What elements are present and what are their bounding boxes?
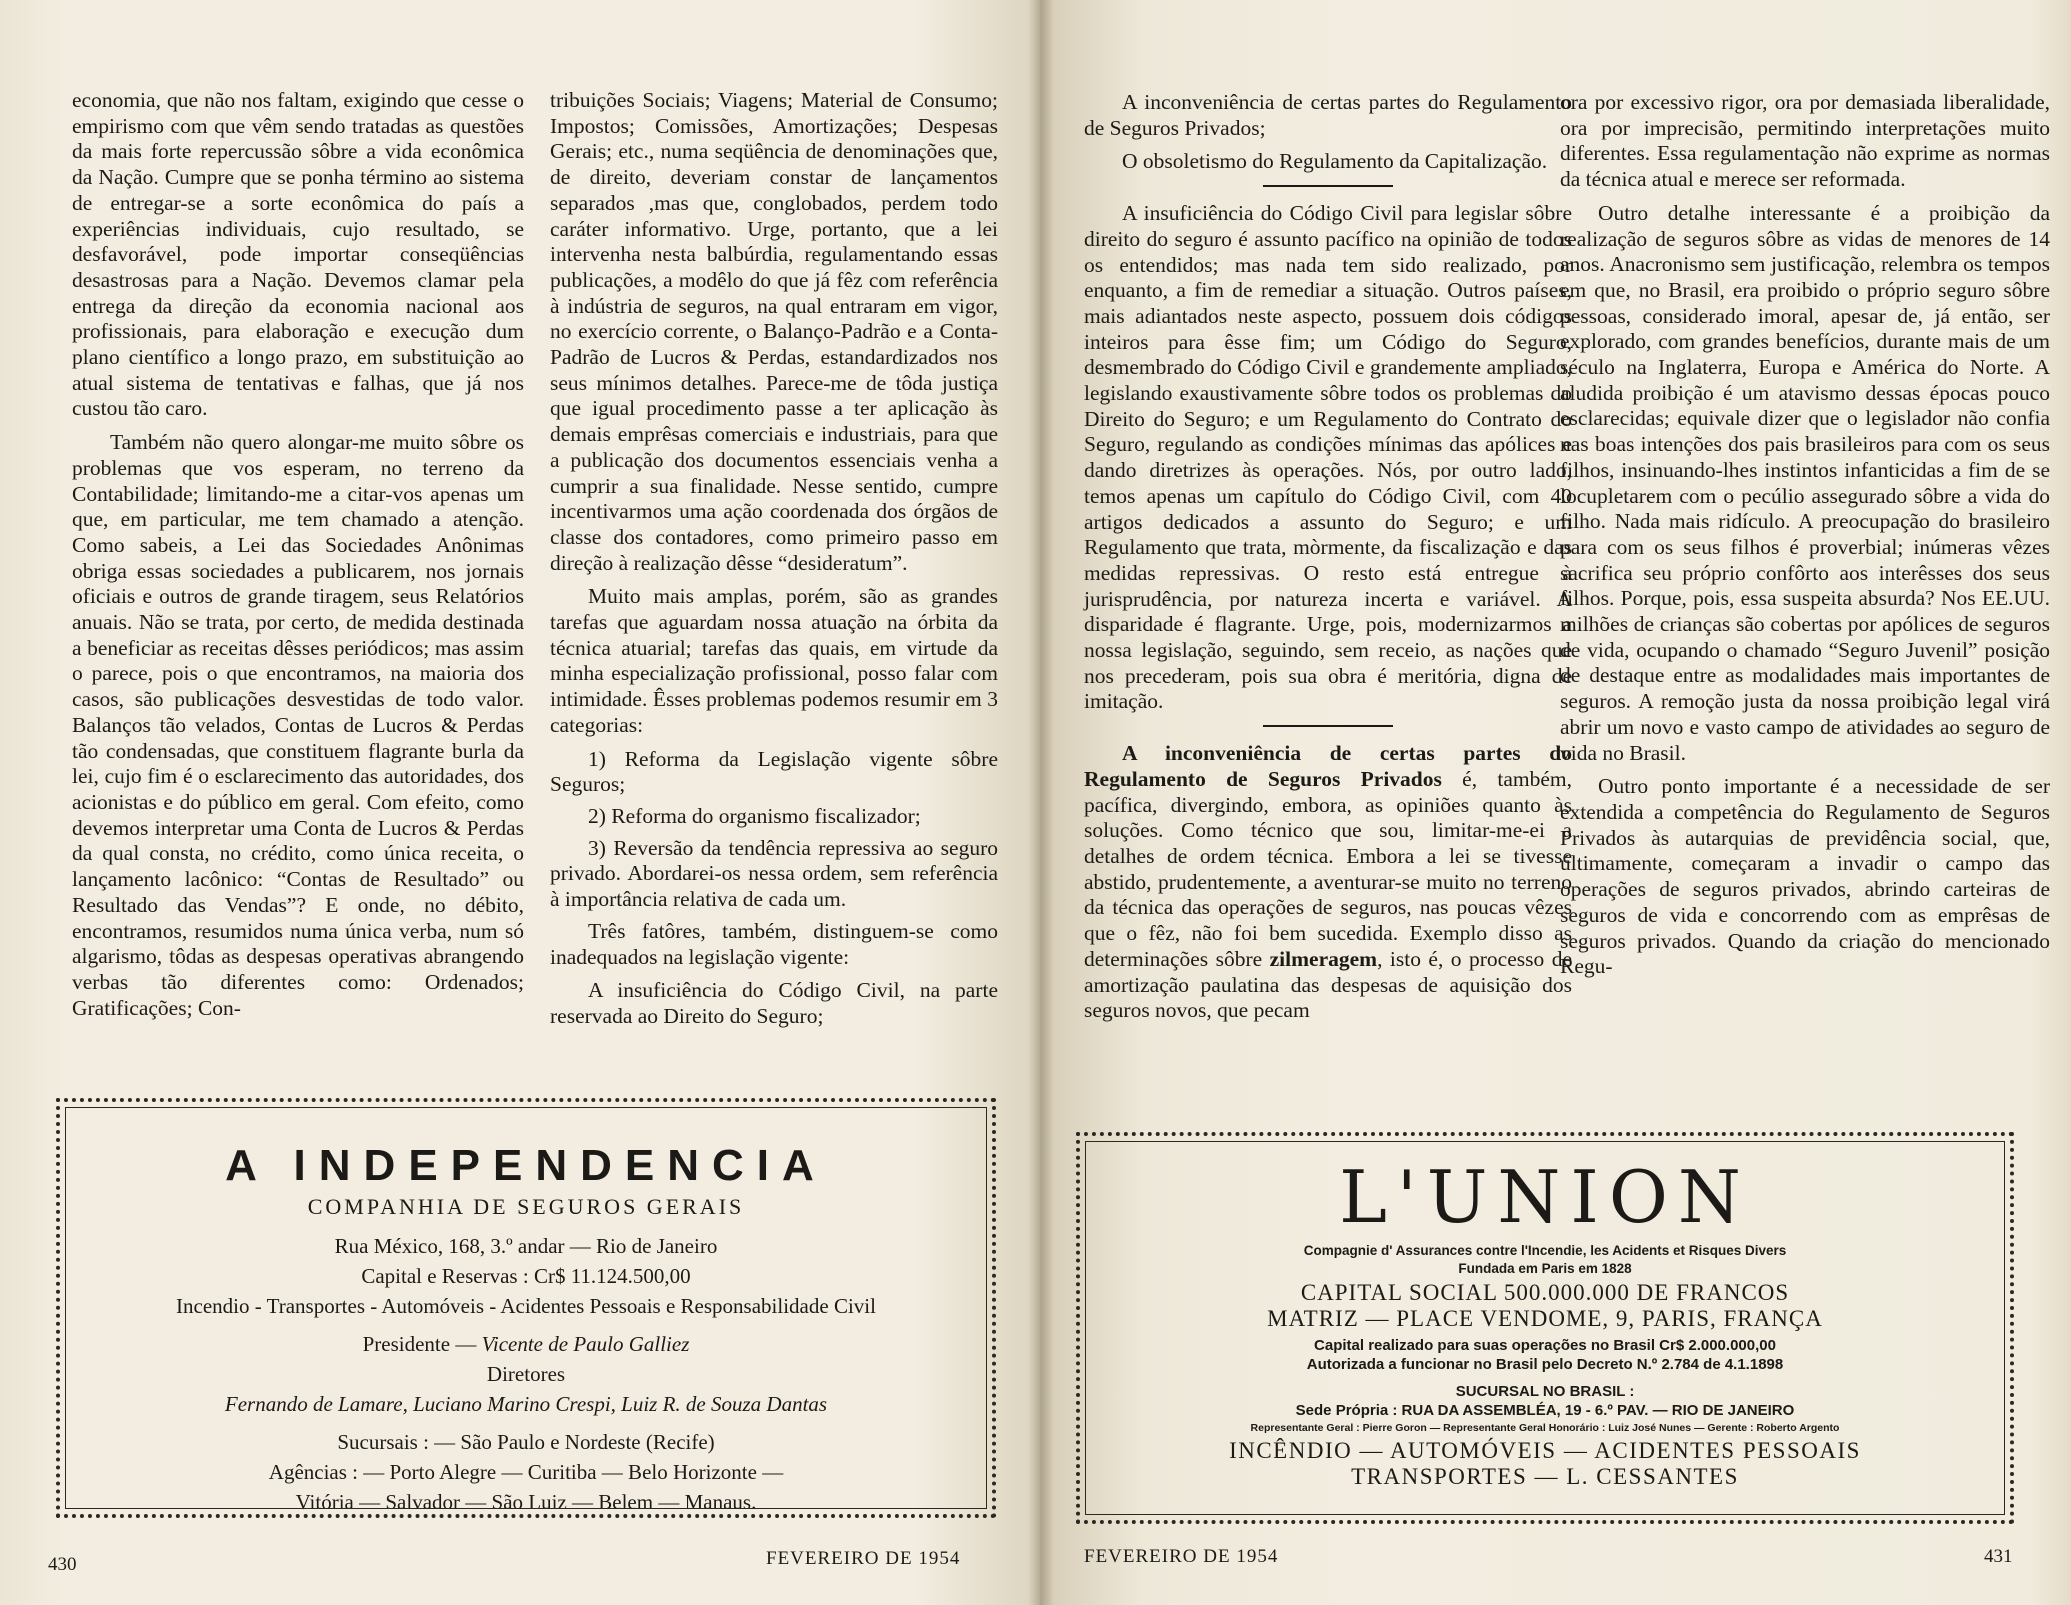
headquarters: MATRIZ — PLACE VENDOME, 9, PARIS, FRANÇA bbox=[1267, 1306, 1823, 1331]
company-tagline: Compagnie d' Assurances contre l'Incendie, les Acidents et Risques Divers bbox=[1303, 1243, 1787, 1258]
advertisement-l-union bbox=[1076, 1132, 2014, 1524]
issue-date: FEVEREIRO DE 1954 bbox=[766, 1548, 961, 1569]
issue-date: FEVEREIRO DE 1954 bbox=[1084, 1546, 1279, 1567]
directors-names: Fernando de Lamare, Luciano Marino Crespi, Luiz R. de Souza Dantas bbox=[224, 1392, 828, 1416]
insurance-lines-2: TRANSPORTES — L. CESSANTES bbox=[1351, 1464, 1739, 1489]
left-column-1 bbox=[72, 88, 524, 1029]
paragraph: A insuficiência do Código Civil, na parte reservada ao Direito do Seguro; bbox=[550, 978, 998, 1028]
insurance-lines-1: INCÊNDIO — AUTOMÓVEIS — ACIDENTES PESSOAIS bbox=[1229, 1438, 1861, 1463]
paragraph: Outro detalhe interessante é a proibição da realização de seguros sôbre as vidas de menores de 14 anos. Anacronismo sem justificação, relembra os tempos em que, no Brasil, era proibido o próprio seguro sôbre pessoas, considerado imoral, apesar de, já então, ser explorado, com grandes benefícios, durante mais de um século na Inglaterra, Europa e América do Norte. A aludida proibição é um atavismo dessas épocas pouco esclarecidas; equivale dizer que o legislador não confia nas boas intenções dos pais brasileiros para com os seus filhos, insinuando-lhes instintos infanticidas a fim de se locupletarem com o pecúlio assegurado sôbre a vida do filho. Nada mais ridículo. A preocupação do brasileiro para com os seus filhos é proverbial; inúmeras vêzes sacrifica seu próprio confôrto aos interêsses dos seus filhos. Porque, pois, essa suspeita absurda? Nos EE.UU. milhões de crianças são cobertas por apólices de seguros de vida, ocupando o chamado “Seguro Juvenil” posição de destaque entre as modalidades mais importantes de seguros. A remoção justa da nossa proibição legal virá abrir um novo e vasto campo de atividades ao seguro de vida no Brasil. bbox=[1560, 200, 2050, 765]
insurance-lines: Incendio - Transportes - Automóveis - Acidentes Pessoais e Responsabilidade Civil bbox=[176, 1294, 876, 1318]
paragraph: A insuficiência do Código Civil para legislar sôbre direito do seguro é assunto pacífico na opinião de todos os entendidos; mas nada tem sido realizado, por enquanto, a fim de remediar a situação. Outros países, mais adiantados neste aspecto, possuem dois códigos inteiros para êsse fim; um Código do Seguro, desmembrado do Código Civil e grandemente ampliado, legislando exaustivamente sôbre todos os problemas do Direito do Seguro; e um Regulamento do Contrato do Seguro, regulando as condições mínimas das apólices e dando diretrizes às operações. Nós, por outro lado, temos apenas um capítulo do Código Civil, com 40 artigos dedicados a assunto do Seguro; e um Regulamento que trata, mòrmente, da fiscalização e das medidas repressivas. O resto está entregue à jurisprudência, por natureza incerta e variável. A disparidade é flagrante. Urge, pois, modernizarmos a nossa legislação, seguindo, sem receio, as nações que nos precederam, pois sua obra é meritória, digna de imitação. bbox=[1084, 201, 1572, 714]
right-column-1 bbox=[1084, 90, 1572, 1032]
paragraph: A inconveniência de certas partes do Regulamento de Seguros Privados; bbox=[1084, 90, 1572, 140]
president-label: Presidente — bbox=[362, 1332, 477, 1356]
paragraph: O obsoletismo do Regulamento da Capitalização. bbox=[1122, 149, 1548, 174]
company-name: L'UNION bbox=[1339, 1155, 1751, 1239]
branches: Sucursais : — São Paulo e Nordeste (Recife) bbox=[337, 1430, 715, 1454]
paragraph-text: , isto é, o processo de amortização paulatina das despesas de aquisição dos seguros novos, que pecam bbox=[1084, 946, 1572, 1023]
right-column-2 bbox=[1560, 90, 2050, 988]
left-column-2 bbox=[550, 88, 998, 1038]
section-divider bbox=[1263, 185, 1393, 187]
decree: Autorizada a funcionar no Brasil pelo Decreto N.º 2.784 de 4.1.1898 bbox=[1306, 1356, 1784, 1373]
paragraph: economia, que não nos faltam, exigindo que cesse o empirismo com que vêm sendo tratadas as questões da mais forte repercussão sôbre a vida econômica da Nação. Cumpre que se ponha término ao sistema de entregar-se a sorte econômica do país a experiências individuais, cujo resultado, se desfavorável, pode importar conseqüências desastrosas para a Nação. Devemos clamar pela entrega da direção da economia nacional aos profissionais, para elaboração e execução dum plano científico a longo prazo, em substituição ao atual sistema de tentativas e falhas, que já nos custou tão caro. bbox=[72, 88, 524, 421]
representatives: Representante Geral : Pierre Goron — Representante Geral Honorário : Luiz José Nunes — Gerente : Roberto Argento bbox=[1250, 1422, 1840, 1434]
advertisement-a-independencia bbox=[56, 1098, 996, 1518]
capital-brasil: Capital realizado para suas operações no Brasil Cr$ 2.000.000,00 bbox=[1314, 1337, 1776, 1354]
list-item: 1) Reforma da Legislação vigente sôbre Seguros; bbox=[550, 746, 998, 797]
section-divider bbox=[1263, 725, 1393, 727]
president bbox=[60, 1332, 992, 1356]
company-capital: Capital e Reservas : Cr$ 11.124.500,00 bbox=[361, 1264, 691, 1288]
section-heading: A inconveniência de certas partes do Regulamento de Seguros Privados bbox=[1084, 741, 1572, 791]
paragraph: Três fatôres, também, distinguem-se como inadequados na legislação vigente: bbox=[550, 918, 998, 969]
president-name: Vicente de Paulo Galliez bbox=[481, 1332, 690, 1356]
paragraph: tribuições Sociais; Viagens; Material de Consumo; Impostos; Comissões, Amortizações; Despesas Gerais; etc., numa seqüência de denominações que, de direito, deveriam constar de lançamentos separados ,mas que, conglobados, perdem todo caráter informativo. Urge, portanto, que a lei intervenha nesta balbúrdia, regulamentando essas publicações, a modêlo do que já fêz com referência à indústria de seguros, na qual entraram em vigor, no exercício corrente, o Balanço-Padrão e a Conta-Padrão de Lucros & Perdas, estandardizados nos seus mínimos detalhes. Parece-me de tôda justiça que igual procedimento passe a ter aplicação às demais emprêsas comerciais e industriais, para que a publicação dos documentos essenciais venha a cumprir a sua finalidade. Nesse sentido, cumpre incentivarmos uma ação coordenada dos órgãos de classe dos contadores, como primeiro passo em direção à realização dêsse “desideratum”. bbox=[550, 88, 998, 575]
company-name: A INDEPENDENCIA bbox=[225, 1141, 827, 1190]
company-address: Rua México, 168, 3.º andar — Rio de Janeiro bbox=[334, 1234, 718, 1258]
bold-term: zilmeragem bbox=[1269, 946, 1378, 971]
agencies-line-1: Agências : — Porto Alegre — Curitiba — Belo Horizonte — bbox=[268, 1460, 784, 1484]
agencies-line-2: Vitória — Salvador — São Luiz — Belem — Manaus. bbox=[295, 1490, 757, 1514]
page-number: 431 bbox=[1984, 1546, 2013, 1567]
paragraph: Muito mais amplas, porém, são as grandes tarefas que aguardam nossa atuação na órbita da técnica atuarial; tarefas das quais, em virtude da minha especialização profissional, posso falar com intimidade. Êsses problemas podemos resumir em 3 categorias: bbox=[550, 584, 998, 737]
company-founded: Fundada em Paris em 1828 bbox=[1458, 1261, 1632, 1276]
capital-social: CAPITAL SOCIAL 500.000.000 DE FRANCOS bbox=[1300, 1280, 1790, 1305]
page-number: 430 bbox=[48, 1554, 77, 1575]
branch-address: Sede Própria : RUA DA ASSEMBLÉA, 19 - 6.º PAV. — RIO DE JANEIRO bbox=[1295, 1402, 1795, 1419]
list-item: 3) Reversão da tendência repressiva ao seguro privado. Abordarei-os nessa ordem, sem referência à importância relativa de cada um. bbox=[550, 835, 998, 912]
company-subtitle: COMPANHIA DE SEGUROS GERAIS bbox=[307, 1194, 745, 1219]
paragraph: Outro ponto importante é a necessidade de ser extendida a competência do Regulamento de Seguros Privados às autarquias de previdência social, que, últimamente, começaram a invadir o campo das operações de seguros privados, abrindo carteiras de seguros de vida e concorrendo com as emprêsas de seguros privados. Quando da criação do mencionado Regu- bbox=[1560, 774, 2050, 979]
list-item: 2) Reforma do organismo fiscalizador; bbox=[588, 803, 921, 828]
directors-label: Diretores bbox=[486, 1362, 566, 1386]
right-page bbox=[1040, 0, 2071, 1605]
paragraph-text: é, também, pacífica, divergindo, embora, as opiniões quanto às soluções. Como técnico que sou, limitar-me-ei a detalhes de ordem técnica. Embora a lei se tivesse abstido, prudentemente, a aventurar-se muito no terreno da técnica das operações de seguros, nas poucas vêzes que o fêz, não foi bem sucedida. Exemplo disso as determinações sôbre bbox=[1084, 766, 1572, 971]
paragraph: ora por excessivo rigor, ora por demasiada liberalidade, ora por imprecisão, permitindo interpretações muito diferentes. Essa regulamentação não exprime as normas da técnica atual e merece ser reformada. bbox=[1560, 90, 2050, 192]
paragraph: Também não quero alongar-me muito sôbre os problemas que vos esperam, no terreno da Contabilidade; limitando-me a citar-vos apenas um que, em particular, me tem chamado a atenção. Como sabeis, a Lei das Sociedades Anônimas obriga essas sociedades a publicarem, nos jornais oficiais e outros de grande tiragem, seus Relatórios anuais. Não se trata, por certo, de medida destinada a beneficiar as receitas dêsses periódicos; mas assim o parece, pois o que encontramos, na maioria dos casos, são publicações desvestidas de todo valor. Balanços tão velados, Contas de Lucros & Perdas tão condensadas, que constituem flagrante burla da lei, cujo fim é o esclarecimento das autoridades, dos acionistas e do público em geral. Com efeito, como devemos interpretar uma Conta de Lucros & Perdas da qual consta, no crédito, como única receita, o lançamento lacônico: “Contas de Resultado” ou Resultado das Vendas”? E onde, no débito, encontramos, resumidos numa única verba, num só algarismo, tôdas as despesas operativas abrangendo verbas tão diferentes como: Ordenados; Gratificações; Con- bbox=[72, 430, 524, 1020]
binding-gutter bbox=[1028, 0, 1054, 1605]
paragraph bbox=[1084, 741, 1572, 1024]
branch-label: SUCURSAL NO BRASIL : bbox=[1455, 1383, 1635, 1400]
